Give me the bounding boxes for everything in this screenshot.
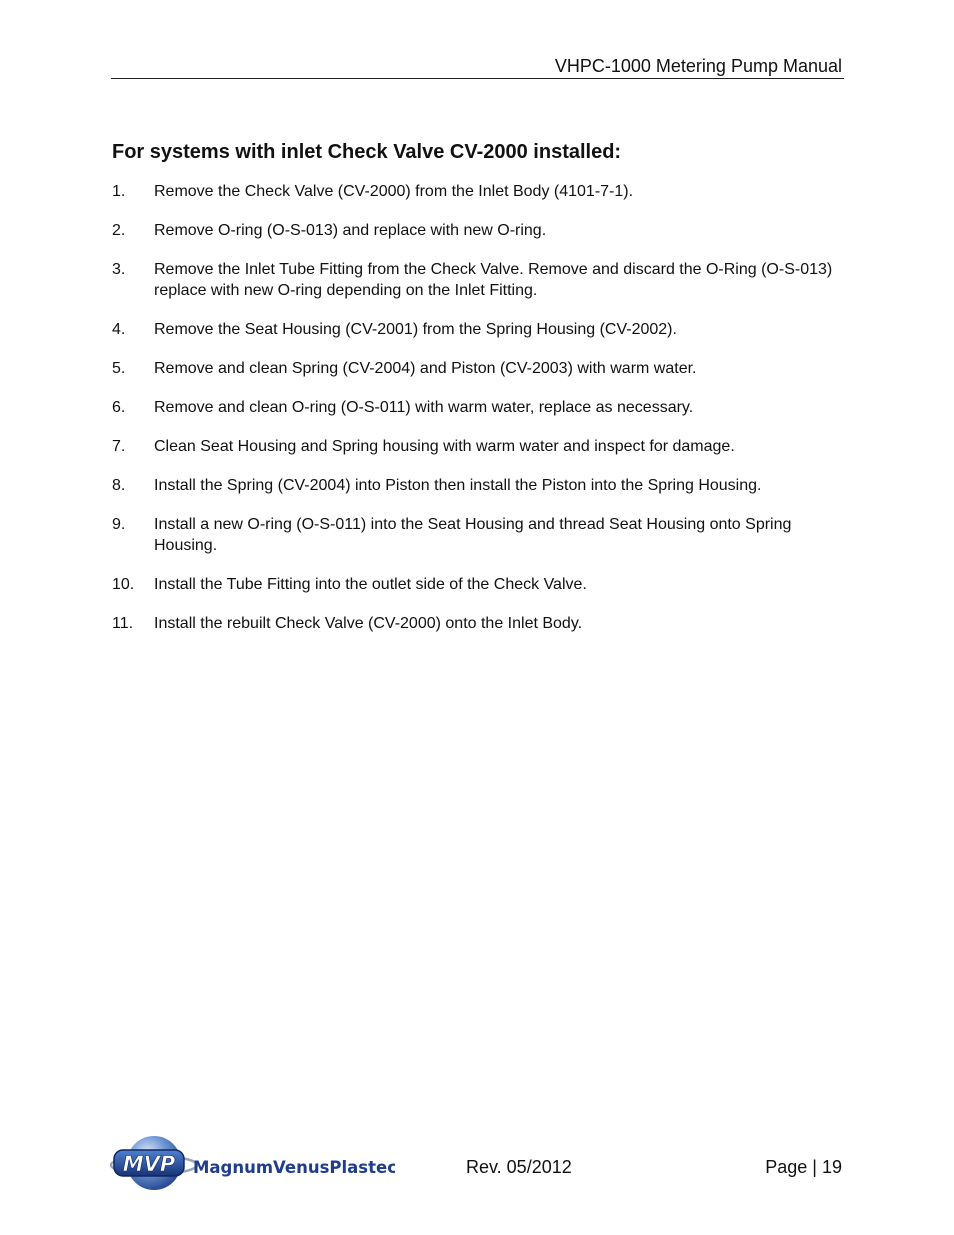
- page-number: Page | 19: [765, 1157, 842, 1177]
- list-item: [112, 436, 842, 457]
- step-text: Remove the Check Valve (CV-2000) from the Inlet Body (4101-7-1).: [154, 183, 634, 200]
- list-item: [112, 397, 842, 418]
- step-text: Install the rebuilt Check Valve (CV-2000) onto the Inlet Body.: [154, 615, 583, 632]
- step-text: Clean Seat Housing and Spring housing with warm water and inspect for damage.: [154, 438, 735, 455]
- revision-date: Rev. 05/2012: [466, 1157, 572, 1177]
- step-number: 2.: [112, 222, 126, 239]
- step-number: 1.: [112, 183, 126, 200]
- header-rule: [111, 78, 844, 79]
- step-number: 4.: [112, 321, 126, 338]
- step-number: 9.: [112, 516, 126, 533]
- step-text: Remove the Seat Housing (CV-2001) from the Spring Housing (CV-2002).: [154, 321, 677, 338]
- list-item: [112, 259, 842, 301]
- section-heading: For systems with inlet Check Valve CV-2000 installed:: [112, 141, 622, 163]
- list-item: [112, 613, 842, 634]
- step-number: 5.: [112, 360, 126, 377]
- running-header-title: VHPC-1000 Metering Pump Manual: [554, 56, 842, 76]
- logo-mark-text: MVP: [122, 1152, 176, 1176]
- list-item: [112, 319, 842, 340]
- step-number: 3.: [112, 261, 126, 278]
- procedure-steps-list: [112, 181, 842, 652]
- logo-company-name: MagnumVenusPlastech: [193, 1158, 395, 1177]
- list-item: [112, 514, 842, 556]
- step-number: 11.: [112, 615, 134, 632]
- step-text: Install the Tube Fitting into the outlet side of the Check Valve.: [154, 576, 587, 593]
- step-number: 7.: [112, 438, 126, 455]
- step-number: 10.: [112, 576, 135, 593]
- list-item: [112, 358, 842, 379]
- list-item: [112, 574, 842, 595]
- step-text: Remove O-ring (O-S-013) and replace with new O-ring.: [154, 222, 547, 239]
- step-text: Remove and clean O-ring (O-S-011) with warm water, replace as necessary.: [154, 399, 694, 416]
- step-text: Install the Spring (CV-2004) into Piston then install the Piston into the Spring Housing.: [154, 477, 762, 494]
- step-number: 6.: [112, 399, 126, 416]
- step-text: Remove the Inlet Tube Fitting from the Check Valve. Remove and discard the O-Ring (O-S-013) replace with new O-ring depending on the Inlet Fitting.: [154, 261, 833, 299]
- step-text: Remove and clean Spring (CV-2004) and Piston (CV-2003) with warm water.: [154, 360, 697, 377]
- company-logo: [110, 1131, 395, 1193]
- list-item: [112, 181, 842, 202]
- step-text: Install a new O-ring (O-S-011) into the Seat Housing and thread Seat Housing onto Spring Housing.: [154, 516, 792, 554]
- mvp-logo-icon: [110, 1131, 395, 1193]
- step-number: 8.: [112, 477, 126, 494]
- list-item: [112, 220, 842, 241]
- list-item: [112, 475, 842, 496]
